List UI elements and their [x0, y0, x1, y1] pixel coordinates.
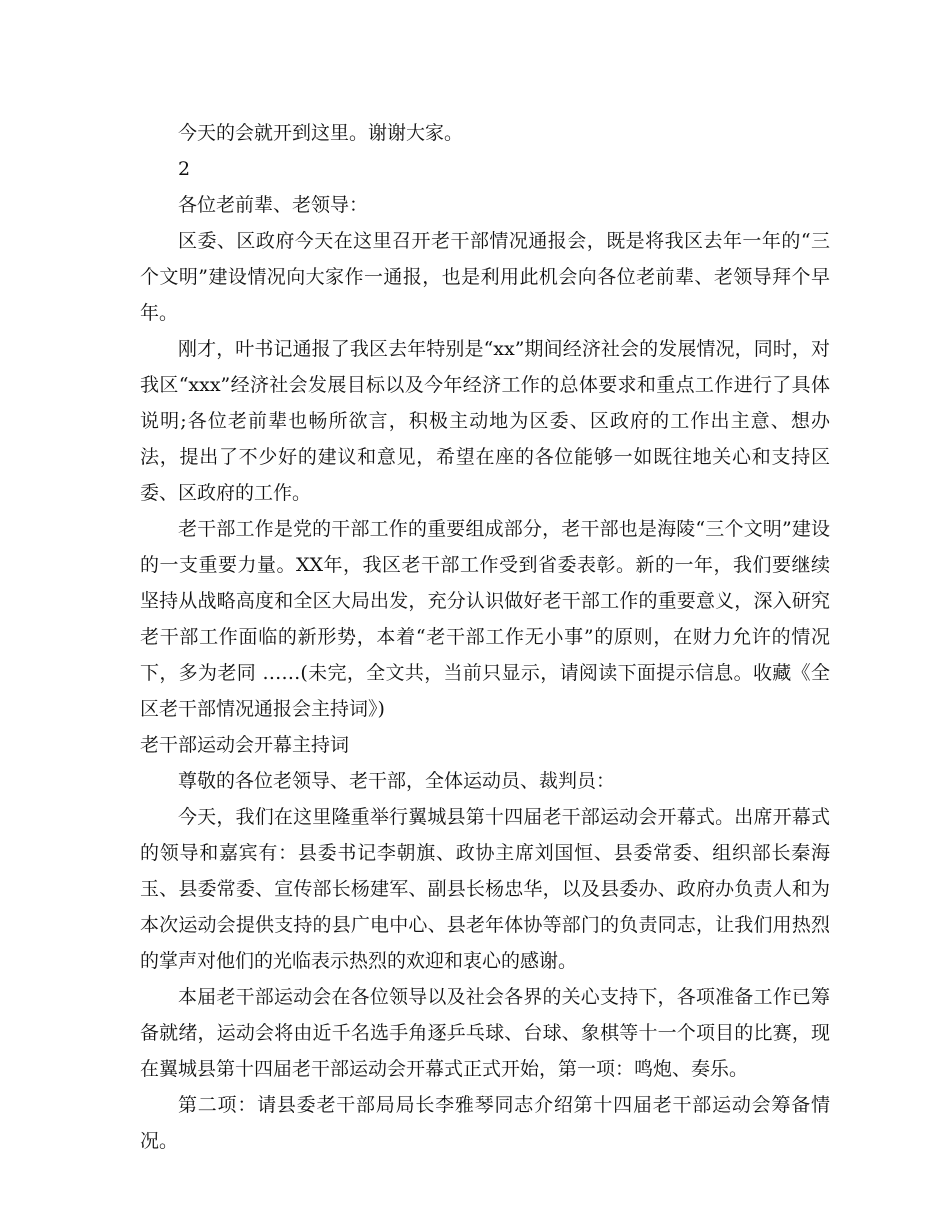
- section-number: 2: [178, 158, 191, 180]
- paragraph-intro: 区委、区政府今天在这里召开老干部情况通报会，既是将我区去年一年的“三个文明”建设情况向大家作一通报，也是利用此机会向各位老前辈、老领导拜个早年。: [140, 230, 830, 324]
- salutation: 各位老前辈、老领导：: [178, 194, 369, 216]
- paragraph-opening: 今天，我们在这里隆重举行翼城县第十四届老干部运动会开幕式。出席开幕式的领导和嘉宾有：县委书记李朝旗、政协主席刘国恒、县委常委、组织部长秦海玉、县委常委、宣传部长杨建军、副县长杨忠华，以及县委办、政府办负责人和为本次运动会提供支持的县广电中心、县老年体协等部门的负责同志，让我们用热烈的掌声对他们的光临表示热烈的欢迎和衷心的感谢。: [140, 806, 830, 972]
- paragraph-item-two: 第二项：请县委老干部局局长李雅琴同志介绍第十四届老干部运动会筹备情况。: [140, 1094, 830, 1152]
- greeting: 尊敬的各位老领导、老干部，全体运动员、裁判员：: [178, 770, 616, 792]
- paragraph-preparation: 本届老干部运动会在各位领导以及社会各界的关心支持下，各项准备工作已筹备就绪，运动会将由近千名选手角逐乒乓球、台球、象棋等十一个项目的比赛，现在翼城县第十四届老干部运动会开幕式正式开始，第一项：鸣炮、奏乐。: [140, 986, 830, 1080]
- paragraph-work: 老干部工作是党的干部工作的重要组成部分，老干部也是海陵“三个文明”建设的一支重要力量。XX年，我区老干部工作受到省委表彰。新的一年，我们要继续坚持从战略高度和全区大局出发，充分认识做好老干部工作的重要意义，深入研究老干部工作面临的新形势，本着“老干部工作无小事”的原则，在财力允许的情况下，多为老同 ……(未完，全文共，当前只显示，请阅读下面提示信息。收藏《全区老干部情况通报会主持词》): [140, 518, 830, 720]
- section-heading: 老干部运动会开幕主持词: [140, 734, 350, 756]
- document-body: [140, 115, 830, 1159]
- paragraph-report: 刚才，叶书记通报了我区去年特别是“xx”期间经济社会的发展情况，同时，对我区“xxx”经济社会发展目标以及今年经济工作的总体要求和重点工作进行了具体说明;各位老前辈也畅所欲言，积极主动地为区委、区政府的工作出主意、想办法，提出了不少好的建议和意见，希望在座的各位能够一如既往地关心和支持区委、区政府的工作。: [140, 338, 830, 504]
- closing-line: 今天的会就开到这里。谢谢大家。: [178, 122, 464, 144]
